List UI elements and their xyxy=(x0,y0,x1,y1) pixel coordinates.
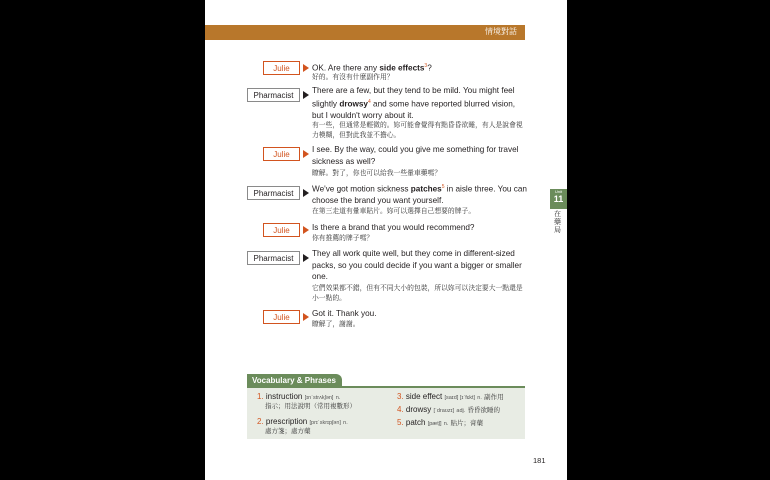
arrow-icon xyxy=(303,150,309,158)
vocab-item: 1. instruction [ɪnˈstrʌkʃən] n. 指示；用法說明（常用複數形） xyxy=(257,392,356,410)
arrow-icon xyxy=(303,313,309,321)
section-header-bar xyxy=(205,25,525,40)
english-line: There are a few, but they tend to be mild. You might feel slightly drowsy$^4$ and some have reported blurred vision, but I wouldn't worry about it. xyxy=(312,86,516,120)
unit-title-vertical: 在藥局 xyxy=(554,211,561,234)
chinese-translation: 有一些，但通常是輕微的。妳可能會覺得有點昏昏欲睡，有人是說會視力模糊，但對此我並不擔心。 xyxy=(312,122,523,139)
unit-tab: Unit 11 xyxy=(550,189,567,209)
chinese-translation: 瞭解了，謝謝。 xyxy=(312,321,360,328)
page-number: 181 xyxy=(533,456,546,465)
chinese-translation: 瞭解。對了，你也可以給我一些暈車藥嗎？ xyxy=(312,170,442,177)
speaker-label-julie: Julie xyxy=(263,147,300,161)
english-line: OK. Are there any side effects$^3$? xyxy=(312,63,432,73)
chinese-translation: 在第三走道有暈車貼片。妳可以選擇自己想要的牌子。 xyxy=(312,208,476,215)
english-line: I see. By the way, could you give me something for travel sickness as well? xyxy=(312,145,519,166)
speaker-label-julie: Julie xyxy=(263,61,300,75)
speaker-label-pharmacist: Pharmacist xyxy=(247,251,300,265)
speaker-label-julie: Julie xyxy=(263,310,300,324)
vocab-item: 2. prescription [prɪˈskrɪpʃən] n. 處方箋；處方藥 xyxy=(257,417,348,435)
chinese-translation: 你有推薦的牌子嗎？ xyxy=(312,235,374,242)
chinese-translation: 它們效果都不錯，但有不同大小的包裝，所以妳可以決定要大一點還是小一點的。 xyxy=(312,285,523,302)
arrow-icon xyxy=(303,254,309,262)
vocab-item: 4. drowsy [ˈdraʊzɪ] adj. 昏昏欲睡的 xyxy=(397,405,500,414)
english-line: They all work quite well, but they come in different-sized packs, so you could decide if you want a bigger or smaller one. xyxy=(312,249,522,281)
english-line: Is there a brand that you would recommend? xyxy=(312,223,475,232)
section-title: 情境對話 xyxy=(485,27,517,36)
arrow-icon xyxy=(303,226,309,234)
arrow-icon xyxy=(303,91,309,99)
arrow-icon xyxy=(303,64,309,72)
english-line: Got it. Thank you. xyxy=(312,309,377,318)
book-page xyxy=(205,0,567,480)
arrow-icon xyxy=(303,189,309,197)
vocabulary-title: Vocabulary & Phrases xyxy=(247,374,342,387)
speaker-label-pharmacist: Pharmacist xyxy=(247,88,300,102)
vocab-item: 3. side effect [saɪd] [ɪˈfɛkt] n. 副作用 xyxy=(397,392,504,401)
speaker-label-pharmacist: Pharmacist xyxy=(247,186,300,200)
speaker-label-julie: Julie xyxy=(263,223,300,237)
chinese-translation: 好的。有沒有什麼副作用？ xyxy=(312,74,394,81)
english-line: We've got motion sickness patches$^5$ in aisle three. You can choose the brand you want yourself. xyxy=(312,184,527,206)
vocab-item: 5. patch [pætʃ] n. 貼片；膏藥 xyxy=(397,418,484,427)
